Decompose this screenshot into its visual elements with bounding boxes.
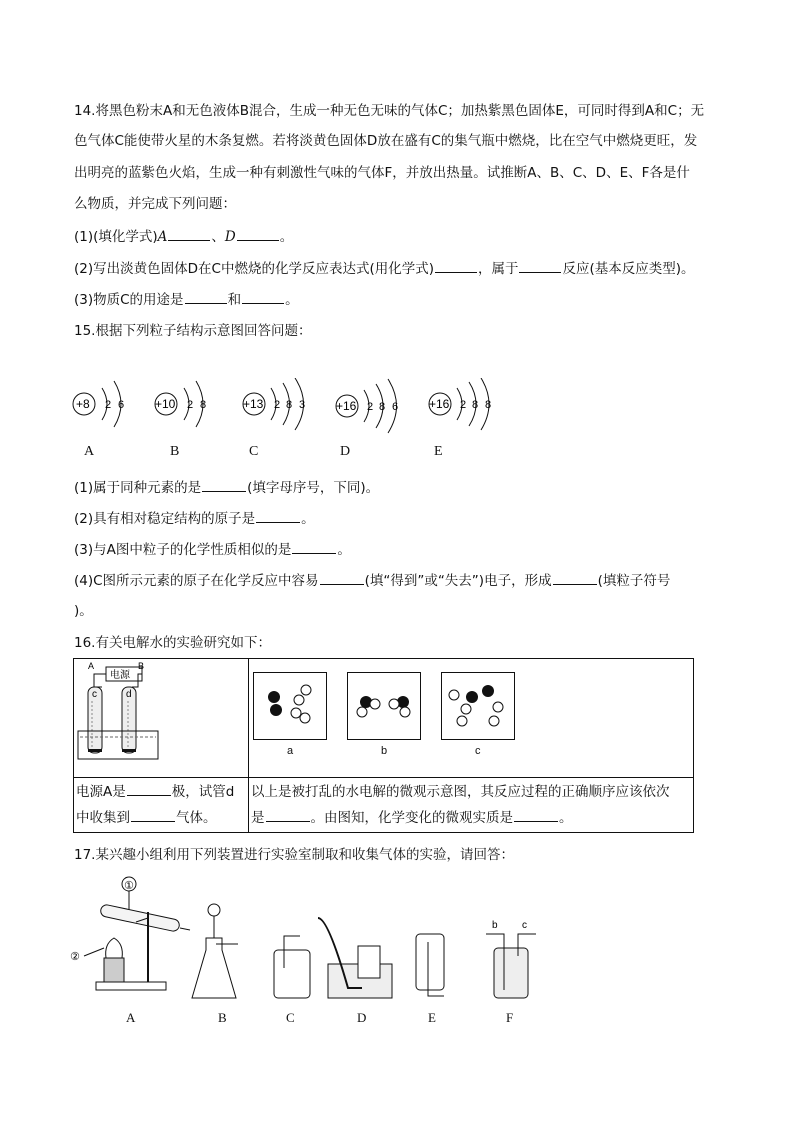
- micro-box-c: [441, 672, 515, 740]
- apparatus-label-c: C: [286, 1010, 295, 1025]
- q15-blank-2[interactable]: [256, 508, 300, 523]
- atom-label-a: A: [84, 444, 95, 459]
- shell-electrons: 6: [392, 401, 399, 413]
- electrode: [88, 749, 102, 752]
- q15-sub2-end: 。: [301, 511, 315, 527]
- q16-blank-order[interactable]: [266, 807, 310, 822]
- atom-diagram-b: [152, 378, 222, 438]
- marker-1: ①: [124, 879, 134, 892]
- shell-electrons: 8: [200, 399, 207, 411]
- atom-label-c: C: [249, 444, 259, 459]
- q14-sub2: [74, 258, 695, 279]
- q14-blank-equation[interactable]: [435, 258, 477, 273]
- q15-sub3: [74, 539, 351, 560]
- q14-line3: 出明亮的蓝紫色火焰，生成一种有刺激性气味的气体F，并放出热量。试推断A、B、C、D、E、F各是什: [74, 165, 690, 181]
- atom-label-b: B: [170, 444, 180, 459]
- apparatus-label-b: B: [218, 1010, 227, 1025]
- q16-right-line2-b: 。由图知，化学变化的微观实质是: [310, 810, 513, 826]
- atom-label-d: D: [340, 444, 351, 459]
- shell-electrons: 2: [274, 399, 281, 411]
- micro-box-a: [253, 672, 327, 740]
- q14-line4: 么物质，并完成下列问题：: [74, 196, 236, 212]
- q16-micro-cell: [249, 659, 694, 778]
- atom-diagram-a: [72, 378, 142, 438]
- micro-label-b: b: [381, 745, 388, 757]
- hydrogen-atom: [291, 708, 301, 718]
- shell-electrons: 6: [118, 399, 125, 411]
- q14-sub2-b: ，属于: [477, 261, 519, 277]
- apparatus-label-a: A: [126, 1010, 136, 1025]
- multi-use-bottle: [494, 948, 528, 998]
- nucleus-charge: +10: [155, 397, 176, 411]
- q14-sub3-c: 。: [285, 292, 299, 308]
- q14-sub2-c: 反应(基本反应类型)。: [562, 261, 695, 277]
- q14-sub1-sep: 、: [211, 229, 225, 245]
- q16-left-line2-b: 气体。: [176, 810, 217, 826]
- shell-electrons: 2: [187, 399, 194, 411]
- q15-sub1: [74, 477, 379, 498]
- q14-sub1: [74, 226, 293, 247]
- alcohol-lamp-flame: [106, 938, 123, 958]
- q15-sub2-text: (2)具有相对稳定结构的原子是: [74, 511, 256, 527]
- q15-title: 15.根据下列粒子结构示意图回答问题：: [74, 323, 312, 339]
- q14-blank-D[interactable]: [237, 226, 279, 241]
- hydrogen-atom: [493, 702, 503, 712]
- q16-apparatus-cell: [74, 659, 249, 778]
- oxygen-atom: [466, 691, 478, 703]
- q14-sub3-b: 和: [227, 292, 242, 308]
- micro-label-c: c: [475, 745, 481, 757]
- hydrogen-atom: [457, 716, 467, 726]
- q16-right-text-cell: [249, 778, 694, 833]
- alcohol-lamp: [104, 958, 124, 982]
- electrolysis-apparatus: [74, 659, 248, 777]
- q16-left-line2: [74, 804, 248, 830]
- molecule-diagram-a: [254, 673, 326, 739]
- q15-blank-4a[interactable]: [320, 570, 364, 585]
- q14-blank-use1[interactable]: [185, 289, 227, 304]
- shell-electrons: 2: [460, 399, 467, 411]
- micro-label-a: a: [287, 745, 294, 757]
- q16-blank-essence[interactable]: [514, 807, 558, 822]
- q15-sub2: [74, 508, 315, 529]
- q14-blank-use2[interactable]: [242, 289, 284, 304]
- q14-sub1-end: 。: [279, 229, 294, 245]
- q14-line1: 14.将黑色粉末A和无色液体B混合，生成一种无色无味的气体C；加热紫黑色固体E，可同时得到A和C；无: [74, 103, 705, 119]
- inverted-bottle: [358, 946, 380, 978]
- leader-line: [84, 948, 104, 956]
- hydrogen-atom: [400, 707, 410, 717]
- q14-sub1-A: A: [157, 229, 168, 245]
- micro-box-b: [347, 672, 421, 740]
- q16-right-line2: [249, 804, 693, 830]
- atom-diagram-e: [425, 378, 505, 438]
- hydrogen-atom: [300, 713, 310, 723]
- q16-right-line2-c: 。: [559, 810, 573, 826]
- terminal-a-label: A: [88, 661, 95, 671]
- q16-left-line1: [74, 778, 248, 804]
- apparatus-label-d: D: [357, 1010, 367, 1025]
- q14-blank-A[interactable]: [168, 226, 210, 241]
- hydrogen-atom: [489, 716, 499, 726]
- hydrogen-atom: [461, 704, 471, 714]
- delivery-tube: [180, 928, 190, 930]
- hydrogen-atom: [294, 695, 304, 705]
- q16-right-line2-a: 是: [251, 810, 265, 826]
- q15-sub1-end: (填字母序号，下同)。: [247, 480, 380, 496]
- q14-sub1-D: D: [224, 229, 236, 245]
- q16-left-line2-a: 中收集到: [76, 810, 130, 826]
- q14-sub2-a: (2)写出淡黄色固体D在C中燃烧的化学反应表达式(用化学式): [74, 261, 434, 277]
- q15-sub4-a: (4)C图所示元素的原子在化学反应中容易: [74, 573, 319, 589]
- q14-sub1-prefix: (1)(填化学式): [74, 229, 158, 245]
- inverted-gas-bottle: [416, 934, 444, 990]
- q14-line2: 色气体C能使带火星的木条复燃。若将淡黄色固体D放在盛有C的集气瓶中燃烧，比在空气中燃烧更旺，发: [74, 133, 698, 149]
- q15-sub1-text: (1)属于同种元素的是: [74, 480, 202, 496]
- q15-blank-3[interactable]: [292, 539, 336, 554]
- q16-left-line1-a: 电源A是: [76, 784, 126, 800]
- tube-c-label: c: [522, 920, 527, 931]
- molecule-diagram-b: [348, 673, 420, 739]
- atom-diagram-c: [240, 378, 320, 438]
- wire-left: [94, 674, 106, 687]
- nucleus-charge: +16: [429, 397, 450, 411]
- test-tube: [100, 904, 181, 932]
- oxygen-atom: [482, 685, 494, 697]
- tube-c-label: c: [92, 689, 97, 700]
- q17-title: 17.某兴趣小组利用下列装置进行实验室制取和收集气体的实验，请回答：: [74, 847, 514, 863]
- stand-base: [96, 982, 166, 990]
- q16-blank-gas[interactable]: [131, 807, 175, 822]
- shell-electrons: 2: [105, 399, 112, 411]
- q17-apparatus-figure: [66, 872, 536, 1008]
- q16-title: 16.有关电解水的实验研究如下：: [74, 635, 271, 651]
- q15-sub3-text: (3)与A图中粒子的化学性质相似的是: [74, 542, 292, 558]
- gas-collection-bottle: [274, 950, 310, 998]
- q16-right-line1: 以上是被打乱的水电解的微观示意图，其反应过程的正确顺序应该依次: [251, 784, 670, 800]
- conical-flask: [192, 938, 236, 998]
- funnel-bulb: [208, 904, 220, 916]
- tube-d-label: d: [126, 689, 132, 700]
- power-label: 电源: [110, 670, 130, 681]
- q15-sub4-cont: )。: [74, 603, 93, 619]
- atom-diagram-d: [330, 378, 410, 438]
- shell-electrons: 2: [367, 401, 374, 413]
- oxygen-atom: [270, 704, 282, 716]
- q16-left-line1-b: 极，试管d: [171, 784, 235, 800]
- terminal-b-label: B: [138, 661, 145, 671]
- oxygen-atom: [268, 691, 280, 703]
- hydrogen-atom: [301, 685, 311, 695]
- nucleus-charge: +8: [76, 397, 90, 411]
- hydrogen-atom: [357, 707, 367, 717]
- apparatus-label-f: F: [506, 1010, 514, 1025]
- molecule-diagram-c: [442, 673, 514, 739]
- q15-sub4-b: (填“得到”或“失去”)电子，形成: [364, 573, 552, 589]
- q16-blank-electrode[interactable]: [127, 781, 171, 796]
- shell-electrons: 3: [299, 399, 306, 411]
- q15-sub3-end: 。: [337, 542, 351, 558]
- shell-electrons: 8: [485, 399, 492, 411]
- q14-sub3-a: (3)物质C的用途是: [74, 292, 184, 308]
- shell-electrons: 8: [379, 401, 386, 413]
- q14-blank-reaction-type[interactable]: [519, 258, 561, 273]
- nucleus-charge: +13: [243, 397, 264, 411]
- electrode: [122, 749, 136, 752]
- q15-sub4: [74, 570, 670, 591]
- apparatus-label-e: E: [428, 1010, 436, 1025]
- hydrogen-atom: [449, 690, 459, 700]
- hydrogen-atom: [389, 699, 399, 709]
- q16-table: [73, 658, 694, 833]
- q15-blank-4b[interactable]: [553, 570, 597, 585]
- q15-blank-1[interactable]: [202, 477, 246, 492]
- q15-sub4-c: (填粒子符号: [597, 573, 671, 589]
- shell-electrons: 8: [286, 399, 293, 411]
- marker-2: ②: [70, 950, 80, 963]
- shell-electrons: 8: [472, 399, 479, 411]
- tube-b-label: b: [492, 920, 498, 931]
- q16-left-text-cell: [74, 778, 249, 833]
- atom-label-e: E: [434, 444, 443, 459]
- hydrogen-atom: [370, 699, 380, 709]
- nucleus-charge: +16: [336, 399, 357, 413]
- q14-sub3: [74, 289, 299, 310]
